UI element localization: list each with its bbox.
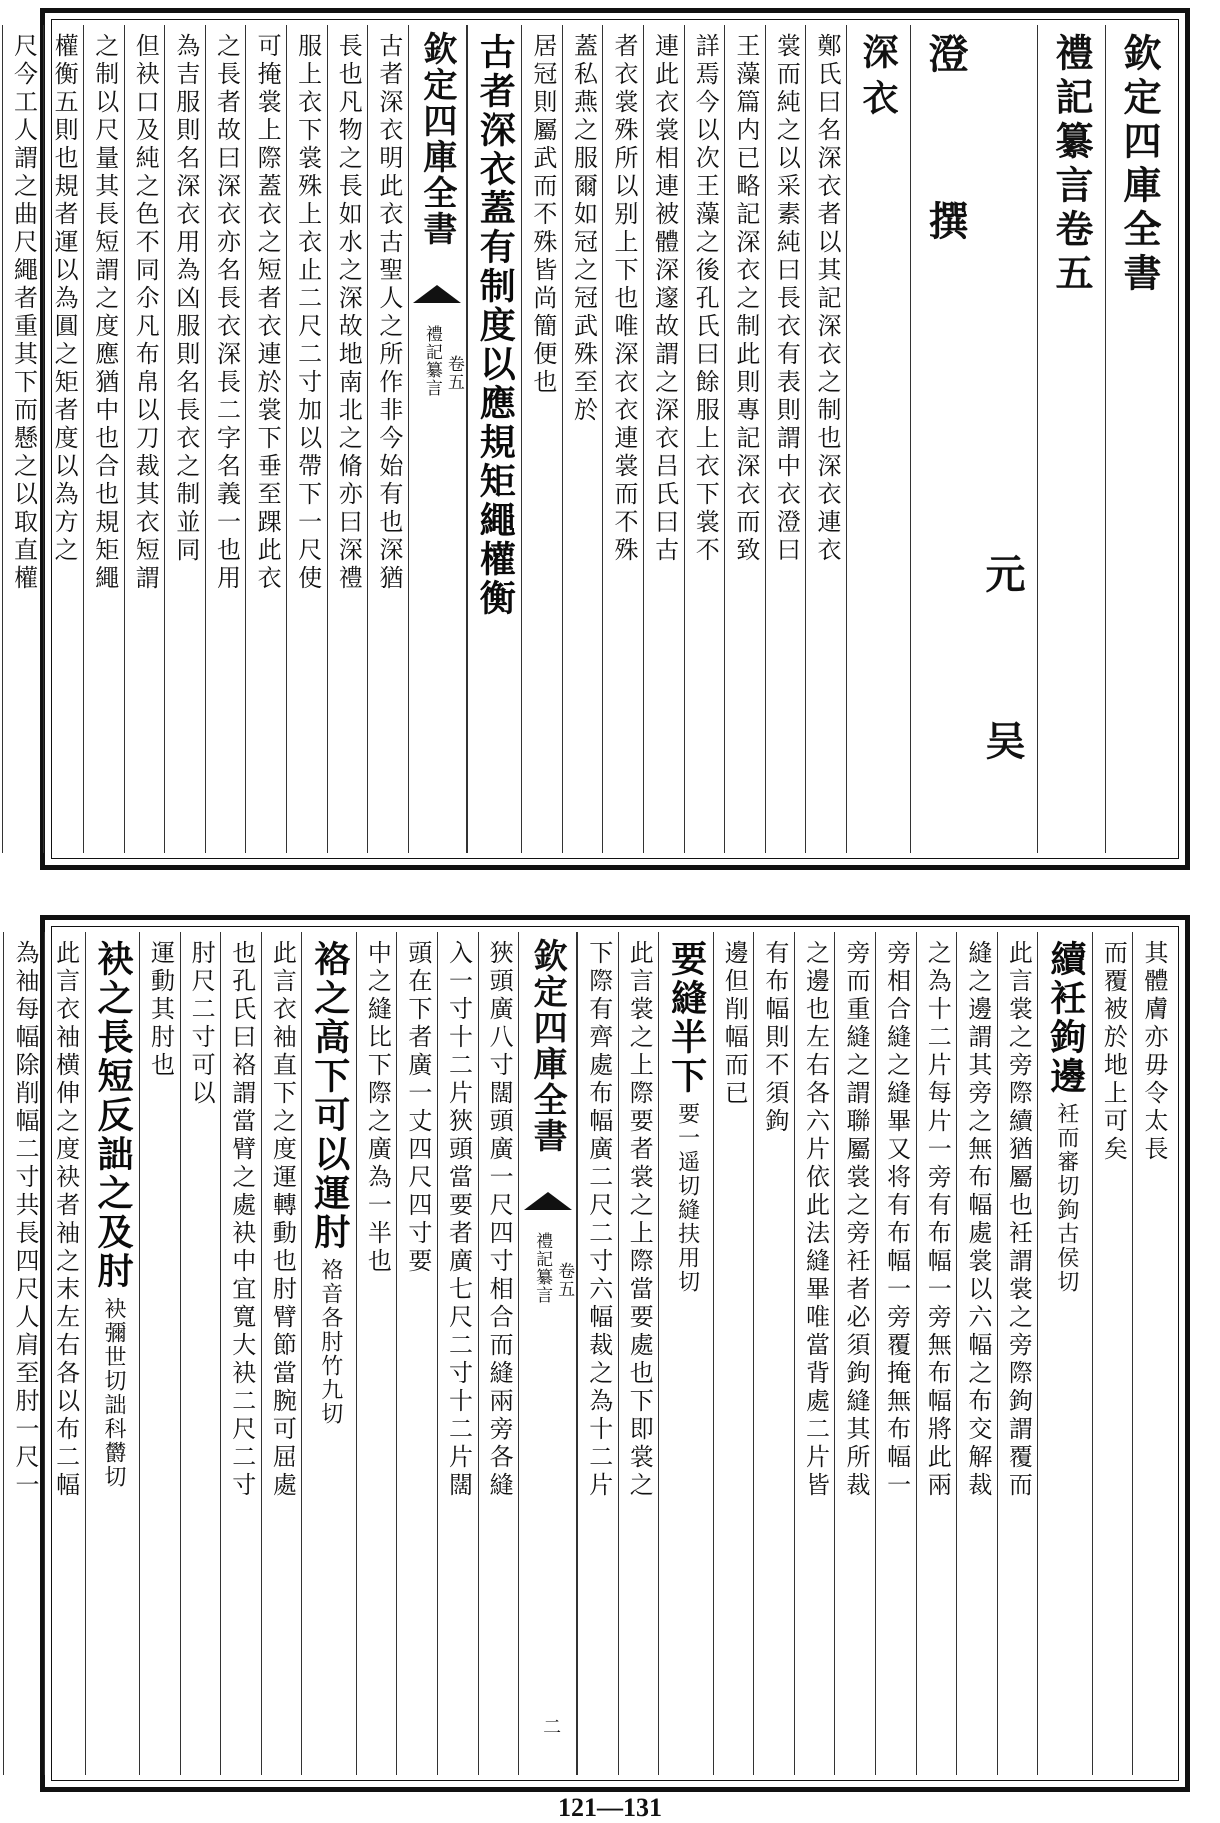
- pronunciation-note: 衽而審切鉤古侯切: [1053, 1102, 1079, 1294]
- text-column: [245, 25, 286, 853]
- heading-text: 深衣: [857, 33, 899, 125]
- commentary-text: 其體膚亦毋令太長: [1140, 940, 1168, 1164]
- upper-page-columns: [9, 25, 1173, 853]
- text-column: [85, 932, 139, 1775]
- text-column: [478, 932, 519, 1775]
- commentary-text: 之邊也左右各六片依此法縫畢唯當背處二片皆: [801, 940, 830, 1500]
- fold-title: 欽定四庫全書: [416, 31, 457, 247]
- text-column: [643, 25, 684, 853]
- text-column: [44, 932, 85, 1775]
- commentary-text: 裳而純之以采素純曰長衣有表則謂中衣澄曰: [772, 33, 801, 565]
- text-column: [467, 25, 521, 853]
- commentary-text: 頭在下者廣一丈四尺四寸要: [403, 940, 432, 1276]
- commentary-text: 旁相合縫之縫畢又将有布幅一旁覆掩無布幅一: [882, 940, 911, 1500]
- commentary-text: 此言衣袖直下之度運轉動也肘臂節當腕可屈處: [268, 940, 297, 1500]
- text-column: [602, 25, 643, 853]
- text-column: [3, 932, 44, 1775]
- text-column: [286, 25, 327, 853]
- commentary-text: 入一寸十二片狹頭當要者廣七尺二寸十二片闊: [444, 940, 473, 1500]
- text-column: [205, 25, 246, 853]
- heading-text: 元 吴澄 撰: [922, 33, 1026, 800]
- commentary-text: 王藻篇内已略記深衣之制此則專記深衣而致: [731, 33, 760, 565]
- text-column: [875, 932, 916, 1775]
- commentary-text: 有布幅則不須鉤: [760, 940, 789, 1136]
- commentary-text: 詳焉今以次王藻之後孔氏曰餘服上衣下裳不: [691, 33, 720, 565]
- text-column: [139, 932, 180, 1775]
- lower-page-columns: [10, 932, 1173, 1775]
- text-column: [396, 932, 437, 1775]
- text-column: [356, 932, 397, 1775]
- page-number: 121—131: [558, 1793, 662, 1822]
- fishtail-mark: [527, 1182, 568, 1210]
- fold-book-title: 禮記纂言: [532, 1232, 553, 1304]
- commentary-text: 而覆被於地上可矣: [1099, 940, 1128, 1164]
- text-column: [301, 932, 355, 1775]
- commentary-text: 狹頭廣八寸闊頭廣一尺四寸相合而縫兩旁各縫: [485, 940, 514, 1500]
- commentary-text: 鄭氏曰名深衣者以其記深衣之制也深衣連衣: [813, 33, 841, 565]
- pronunciation-note: 袂彌世切詘科欝切: [100, 1297, 126, 1489]
- commentary-text: 此言裳之旁際續猶屬也衽謂裳之旁際鉤謂覆而: [1004, 940, 1033, 1500]
- classic-text: 袂之長短反詘之及肘: [91, 940, 134, 1291]
- text-column: [562, 25, 603, 853]
- fold-book-title: 禮記纂言: [421, 325, 442, 397]
- commentary-text: 但袂口及純之色不同尒凡布帛以刀裁其衣短謂: [131, 33, 160, 593]
- fishtail-mark: [417, 275, 458, 303]
- classic-text: 袼之高下可以運肘: [308, 940, 351, 1252]
- text-column: [1105, 25, 1173, 853]
- text-column: [805, 25, 846, 853]
- commentary-text: 可掩裳上際蓋衣之短者衣連於裳下垂至踝此衣: [253, 33, 282, 593]
- fold-page-number: 二: [540, 1717, 562, 1735]
- text-column: [1037, 25, 1105, 853]
- text-column: [753, 932, 794, 1775]
- commentary-text: 為袖每幅除削幅二寸共長四尺人肩至肘一尺一: [10, 940, 39, 1500]
- text-column: [765, 25, 806, 853]
- text-column: [794, 932, 835, 1775]
- text-column: [164, 25, 205, 853]
- commentary-text: 中之縫比下際之廣為一半也: [363, 940, 392, 1276]
- commentary-text: 之制以尺量其長短謂之度應猶中也合也規矩繩: [90, 33, 119, 593]
- commentary-text: 此言裳之上際要者裳之上際當要處也下即裳之: [625, 940, 654, 1500]
- commentary-text: 居冠則屬武而不殊皆尚簡便也: [528, 33, 557, 397]
- heading-text: 禮記纂言卷五: [1049, 33, 1094, 297]
- upper-page: [9, 8, 1190, 870]
- commentary-text: 之為十二片每片一旁有布幅一旁無布幅將此兩: [923, 940, 952, 1500]
- commentary-text: 運動其肘也: [146, 940, 175, 1080]
- text-column: [2, 25, 43, 853]
- text-column: [261, 932, 302, 1775]
- commentary-text: 長也凡物之長如水之深故地南北之脩亦曰深禮: [334, 33, 363, 593]
- fold-volume: 卷五: [443, 355, 464, 391]
- commentary-text: 肘尺二寸可以: [187, 940, 216, 1108]
- commentary-text: 旁而重縫之謂聯屬裳之旁衽者必須鉤縫其所裁: [842, 940, 871, 1500]
- text-column: [1037, 932, 1091, 1775]
- text-column: [1092, 932, 1133, 1775]
- center-fold-column: [408, 25, 467, 853]
- commentary-text: 此言衣袖横伸之度袂者袖之末左右各以布二幅: [51, 940, 80, 1500]
- text-column: [124, 25, 165, 853]
- fold-volume: 卷五: [554, 1262, 575, 1298]
- text-column: [916, 932, 957, 1775]
- text-column: [658, 932, 712, 1775]
- text-column: [724, 25, 765, 853]
- text-column: [684, 25, 725, 853]
- classic-text: 古者深衣蓋有制度以應規矩繩權衡: [474, 33, 517, 618]
- text-column: [577, 932, 618, 1775]
- text-column: [521, 25, 562, 853]
- commentary-text: 連此衣裳相連被體深邃故謂之深衣吕氏曰古: [650, 33, 679, 565]
- text-column: [367, 25, 408, 853]
- commentary-text: 權衡五則也規者運以為圓之矩者度以為方之: [50, 33, 79, 565]
- commentary-text: 為吉服則名深衣用為凶服則名長衣之制並同: [171, 33, 200, 565]
- text-column: [220, 932, 261, 1775]
- text-column: [834, 932, 875, 1775]
- fold-title: 欽定四庫全書: [527, 938, 568, 1154]
- text-column: [997, 932, 1038, 1775]
- center-fold-column: [518, 932, 577, 1775]
- pronunciation-note: 要一遥切縫扶用切: [674, 1102, 700, 1294]
- pronunciation-note: 袼音各肘竹九切: [317, 1258, 343, 1426]
- commentary-text: 也孔氏曰袼謂當臂之處袂中宜寬大袂二尺二寸: [227, 940, 256, 1500]
- commentary-text: 縫之邊謂其旁之無布幅處裳以六幅之布交解裁: [963, 940, 992, 1500]
- text-column: [1132, 932, 1173, 1775]
- commentary-text: 之長者故曰深衣亦名長衣深長二字名義一也用: [212, 33, 241, 593]
- classic-text: 要縫半下: [665, 940, 708, 1096]
- text-column: [618, 932, 659, 1775]
- text-column: [43, 25, 84, 853]
- text-column: [83, 25, 124, 853]
- commentary-text: 蓋私燕之服爾如冠之冠武殊至於: [569, 33, 598, 425]
- text-column: [180, 932, 221, 1775]
- text-column: [327, 25, 368, 853]
- lower-page: [10, 915, 1190, 1792]
- commentary-text: 尺今工人謂之曲尺繩者重其下而懸之以取直權: [9, 33, 38, 593]
- commentary-text: 者衣裳殊所以别上下也唯深衣衣連裳而不殊: [610, 33, 639, 565]
- classic-text: 續衽鉤邊: [1044, 940, 1087, 1096]
- commentary-text: 邊但削幅而已: [720, 940, 749, 1108]
- text-column: [956, 932, 997, 1775]
- text-column: [713, 932, 754, 1775]
- text-column: [910, 25, 1037, 853]
- commentary-text: 服上衣下裳殊上衣止二尺二寸加以帶下一尺使: [293, 33, 322, 593]
- text-column: [846, 25, 910, 853]
- commentary-text: 古者深衣明此衣古聖人之所作非今始有也深猶: [374, 33, 403, 593]
- heading-text: 欽定四庫全書: [1117, 33, 1162, 297]
- commentary-text: 下際有齊處布幅廣二尺二寸六幅裁之為十二片: [584, 940, 613, 1500]
- text-column: [437, 932, 478, 1775]
